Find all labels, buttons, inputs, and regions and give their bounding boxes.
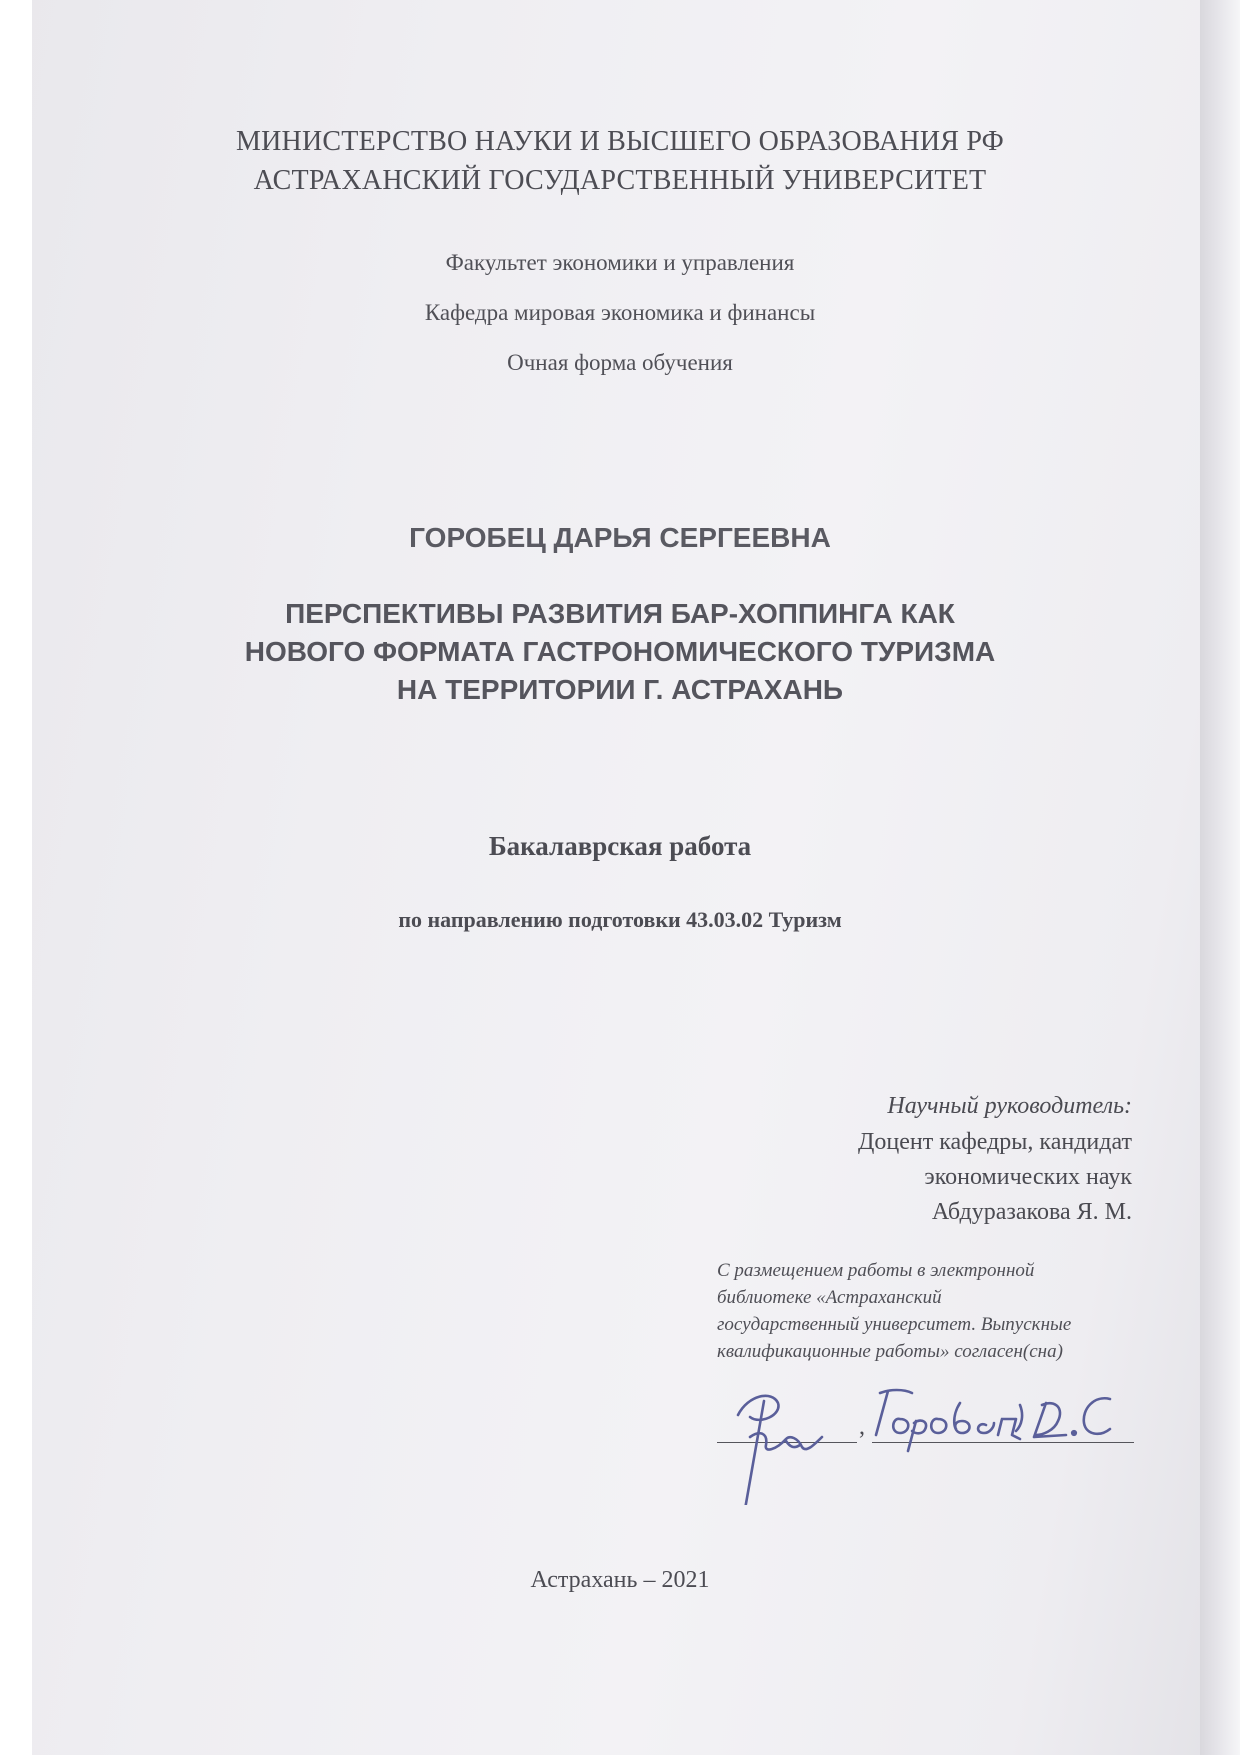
supervisor-heading: Научный руководитель:: [887, 1093, 1132, 1119]
supervisor-line: Абдуразакова Я. М.: [931, 1199, 1132, 1225]
thesis-title-line: ПЕРСПЕКТИВЫ РАЗВИТИЯ БАР-ХОППИНГА КАК: [285, 598, 955, 629]
work-type: Бакалаврская работа: [488, 831, 752, 861]
consent-line: библиотеке «Астраханский: [717, 1287, 942, 1308]
handwritten-signature: [690, 1375, 1150, 1505]
study-direction: по направлению подготовки 43.03.02 Туризм: [398, 907, 842, 932]
study-form: Очная форма обучения: [507, 350, 733, 375]
university-name: АСТРАХАНСКИЙ ГОСУДАРСТВЕННЫЙ УНИВЕРСИТЕТ: [253, 165, 987, 196]
faculty-name: Факультет экономики и управления: [445, 250, 795, 275]
author-name: ГОРОБЕЦ ДАРЬЯ СЕРГЕЕВНА: [409, 522, 831, 553]
thesis-title-line: НОВОГО ФОРМАТА ГАСТРОНОМИЧЕСКОГО ТУРИЗМА: [244, 636, 996, 667]
department-name: Кафедра мировая экономика и финансы: [424, 300, 816, 325]
supervisor-line: Доцент кафедры, кандидат: [858, 1129, 1132, 1155]
city-year: Астрахань – 2021: [530, 1567, 710, 1593]
ministry-name: МИНИСТЕРСТВО НАУКИ И ВЫСШЕГО ОБРАЗОВАНИЯ РФ: [236, 126, 1004, 157]
consent-line: С размещением работы в электронной: [717, 1260, 1035, 1281]
thesis-title-line: НА ТЕРРИТОРИИ Г. АСТРАХАНЬ: [396, 674, 844, 705]
consent-line: квалификационные работы» согласен(сна): [717, 1341, 1063, 1362]
signature-separator: ,: [859, 1414, 865, 1440]
supervisor-line: экономических наук: [924, 1164, 1132, 1190]
consent-line: государственный университет. Выпускные: [717, 1314, 1072, 1335]
